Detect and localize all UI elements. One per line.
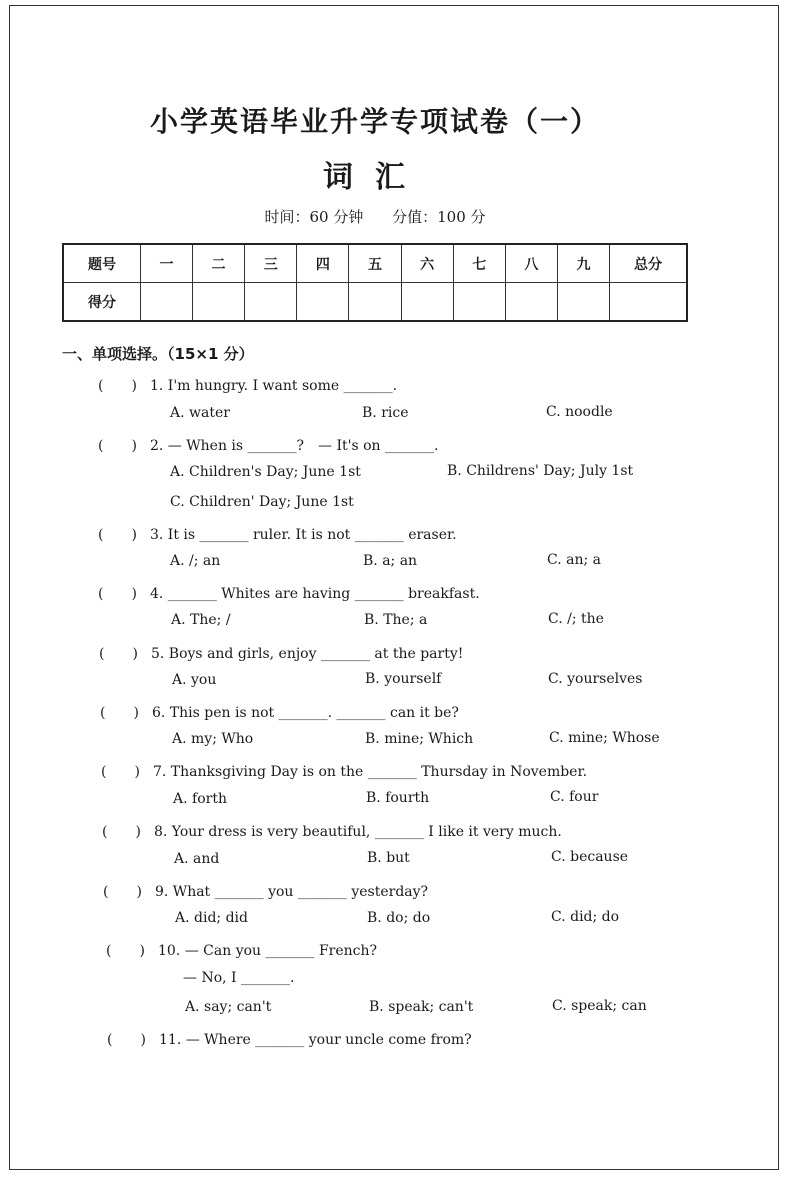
question-10 — [106, 940, 377, 960]
option-b: B. Childrens' Day; July 1st — [447, 463, 634, 479]
answer-blank[interactable]: ( ) — [106, 943, 145, 959]
header-cell: 九 — [557, 244, 609, 283]
option-a: A. and — [174, 851, 220, 867]
option-b: B. do; do — [367, 910, 431, 926]
page-title: 小学英语毕业升学专项试卷（一） — [149, 105, 600, 138]
option-a: A. you — [172, 672, 217, 688]
question-stem: 7. Thanksgiving Day is on the _______ Thursday in November. — [153, 764, 588, 780]
page-subtitle: 词汇 — [323, 160, 427, 195]
header-cell: 总分 — [610, 244, 688, 283]
score-table-header-row — [63, 244, 687, 283]
option-b: B. yourself — [365, 671, 442, 687]
answer-blank[interactable]: ( ) — [99, 646, 138, 662]
option-c: C. noodle — [546, 404, 613, 420]
question-7 — [101, 761, 587, 781]
exam-meta — [0, 206, 750, 227]
question-stem: 4. _______ Whites are having _______ breakfast. — [150, 586, 480, 602]
question-stem: 11. — Where _______ your uncle come from? — [159, 1032, 472, 1048]
question-2 — [98, 435, 438, 455]
score-cell[interactable] — [297, 283, 349, 322]
score-cell[interactable] — [505, 283, 557, 322]
total-score: 分值：100 分 — [392, 208, 486, 226]
answer-blank[interactable]: ( ) — [98, 586, 137, 602]
option-c: C. did; do — [551, 909, 620, 925]
answer-blank[interactable]: ( ) — [101, 764, 140, 780]
header-cell: 六 — [401, 244, 453, 283]
question-stem: 5. Boys and girls, enjoy _______ at the party! — [151, 646, 464, 662]
question-5 — [99, 643, 463, 663]
question-6 — [100, 702, 459, 722]
option-a: A. Children's Day; June 1st — [170, 464, 361, 480]
header-cell: 二 — [193, 244, 245, 283]
header-cell: 八 — [505, 244, 557, 283]
answer-blank[interactable]: ( ) — [103, 884, 142, 900]
option-a: A. /; an — [170, 553, 221, 569]
question-4 — [98, 583, 480, 603]
option-b: B. a; an — [363, 553, 418, 569]
header-cell: 四 — [297, 244, 349, 283]
header-cell: 一 — [141, 244, 193, 283]
header-cell: 题号 — [63, 244, 141, 283]
question-stem: 9. What _______ you _______ yesterday? — [155, 884, 429, 900]
option-b: B. but — [367, 850, 410, 866]
option-c: C. an; a — [547, 552, 601, 568]
question-stem: 1. I'm hungry. I want some _______. — [150, 378, 398, 394]
question-1 — [98, 375, 397, 395]
option-c: C. mine; Whose — [549, 730, 660, 746]
option-c: C. yourselves — [548, 671, 643, 687]
option-a: A. forth — [173, 791, 227, 807]
option-c: C. Children' Day; June 1st — [170, 494, 354, 510]
answer-blank[interactable]: ( ) — [107, 1032, 146, 1048]
question-8 — [102, 821, 562, 841]
question-10-reply: — No, I _______. — [183, 970, 295, 986]
option-c: C. /; the — [548, 611, 604, 627]
row-label: 得分 — [63, 283, 141, 322]
option-a: A. did; did — [175, 910, 248, 926]
option-c: C. four — [550, 789, 599, 805]
answer-blank[interactable]: ( ) — [98, 438, 137, 454]
option-b: B. speak; can't — [369, 999, 474, 1015]
option-b: B. fourth — [366, 790, 430, 806]
option-a: A. water — [170, 405, 230, 421]
answer-blank[interactable]: ( ) — [98, 527, 137, 543]
section-heading: 一、单项选择。（15×1 分） — [62, 345, 254, 363]
header-cell: 三 — [245, 244, 297, 283]
score-cell[interactable] — [401, 283, 453, 322]
answer-blank[interactable]: ( ) — [102, 824, 141, 840]
header-cell: 五 — [349, 244, 401, 283]
question-9 — [103, 881, 428, 901]
answer-blank[interactable]: ( ) — [100, 705, 139, 721]
answer-blank[interactable]: ( ) — [98, 378, 137, 394]
score-table — [62, 243, 688, 322]
option-b: B. mine; Which — [365, 731, 474, 747]
question-stem: 10. — Can you _______ French? — [158, 943, 378, 959]
time-limit: 时间：60 分钟 — [264, 208, 364, 226]
score-cell[interactable] — [141, 283, 193, 322]
score-cell[interactable] — [557, 283, 609, 322]
question-3 — [98, 524, 457, 544]
header-cell: 七 — [453, 244, 505, 283]
option-a: A. say; can't — [185, 999, 272, 1015]
option-a: A. The; / — [171, 612, 231, 628]
option-b: B. The; a — [364, 612, 428, 628]
score-cell[interactable] — [453, 283, 505, 322]
score-cell[interactable] — [349, 283, 401, 322]
question-11 — [107, 1029, 472, 1049]
option-c: C. speak; can — [552, 998, 647, 1014]
question-stem: 3. It is _______ ruler. It is not _______ eraser. — [150, 527, 457, 543]
question-stem: 8. Your dress is very beautiful, _______ I like it very much. — [154, 824, 562, 840]
option-b: B. rice — [362, 405, 409, 421]
score-cell[interactable] — [610, 283, 688, 322]
score-cell[interactable] — [193, 283, 245, 322]
option-a: A. my; Who — [172, 731, 254, 747]
question-stem: 2. — When is _______? — It's on _______. — [150, 438, 439, 454]
option-c: C. because — [551, 849, 629, 865]
score-table-score-row — [63, 283, 687, 322]
score-cell[interactable] — [245, 283, 297, 322]
question-stem: 6. This pen is not _______. _______ can it be? — [152, 705, 459, 721]
